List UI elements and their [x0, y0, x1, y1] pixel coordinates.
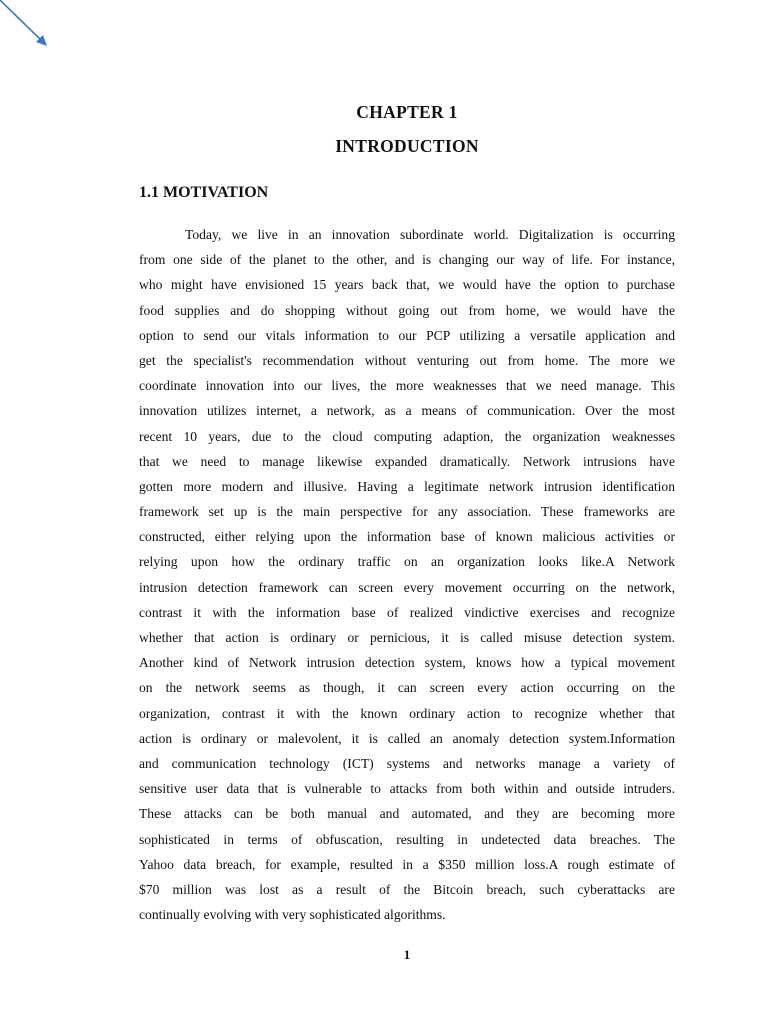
paragraph-line: and communication technology (ICT) systems and networks manage a variety of [139, 755, 675, 771]
paragraph-line: that we need to manage likewise expanded dramatically. Network intrusions have [139, 453, 675, 469]
paragraph-line: action is ordinary or malevolent, it is called an anomaly detection system.Information [139, 730, 675, 746]
paragraph-line: Yahoo data breach, for example, resulted in a $350 million loss.A rough estimate of [139, 856, 675, 872]
paragraph-line: constructed, either relying upon the information base of known malicious activities or [139, 529, 675, 545]
paragraph-line: Today, we live in an innovation subordinate world. Digitalization is occurring [185, 227, 675, 242]
paragraph-line: These attacks can be both manual and automated, and they are becoming more [139, 806, 675, 822]
chapter-name: INTRODUCTION [335, 136, 479, 156]
paragraph-line: from one side of the planet to the other, and is changing our way of life. For instance, [139, 252, 675, 268]
paragraph-line: gotten more modern and illusive. Having a legitimate network intrusion identification [139, 478, 675, 494]
paragraph-line: option to send our vitals information to our PCP utilizing a versatile application and [139, 327, 675, 343]
chapter-title: CHAPTER 1 [356, 102, 458, 122]
paragraph-line: coordinate innovation into our lives, the more weaknesses that we need manage. This [139, 378, 675, 394]
paragraph-line: get the specialist's recommendation without venturing out from home. The more we [139, 352, 675, 368]
paragraph-line: sensitive user data that is vulnerable to attacks from both within and outside intruders. [139, 781, 675, 797]
page-number: 1 [403, 947, 411, 962]
arrow-cursor-icon [0, 0, 52, 50]
paragraph-line: continually evolving with very sophisticated algorithms. [139, 907, 446, 923]
paragraph-line: who might have envisioned 15 years back that, we would have the option to purchase [139, 277, 675, 293]
section-heading: 1.1 MOTIVATION [139, 184, 269, 201]
paragraph-line: contrast it with the information base of realized vindictive exercises and recognize [139, 604, 675, 620]
paragraph-line: intrusion detection framework can screen every movement occurring on the network, [139, 579, 675, 595]
paragraph-line: on the network seems as though, it can screen every action occurring on the [139, 680, 675, 696]
paragraph-line: organization, contrast it with the known ordinary action to recognize whether that [139, 705, 675, 721]
paragraph-line: $70 million was lost as a result of the Bitcoin breach, such cyberattacks are [139, 881, 675, 897]
body-paragraph [139, 222, 675, 927]
paragraph-line: framework set up is the main perspective for any association. These frameworks are [139, 504, 675, 520]
paragraph-line: innovation utilizes internet, a network, as a means of communication. Over the most [139, 403, 675, 419]
paragraph-line: sophisticated in terms of obfuscation, resulting in undetected data breaches. The [139, 831, 675, 847]
paragraph-line: Another kind of Network intrusion detection system, knows how a typical movement [139, 655, 675, 671]
paragraph-line: relying upon how the ordinary traffic on an organization looks like.A Network [139, 554, 675, 570]
paragraph-line: food supplies and do shopping without going out from home, we would have the [139, 302, 675, 318]
paragraph-line: whether that action is ordinary or pernicious, it is called misuse detection system. [139, 630, 675, 645]
paragraph-line: recent 10 years, due to the cloud computing adaption, the organization weaknesses [139, 428, 675, 444]
